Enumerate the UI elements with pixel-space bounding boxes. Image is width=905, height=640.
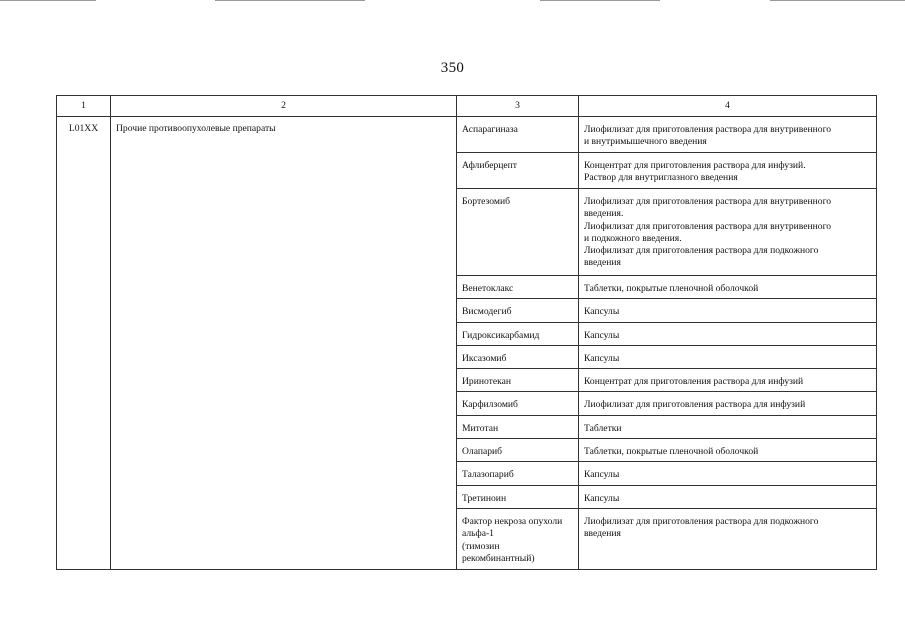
drug-name-line: Талазопариб [462, 469, 514, 481]
drug-name-cell [457, 276, 579, 299]
drug-group-cell: Прочие противоопухолевые препараты [111, 117, 457, 570]
dosage-form-line: Лиофилизат для приготовления раствора для внутривенного [584, 124, 832, 135]
dosage-form-cell [579, 153, 877, 189]
scan-artifact-line [770, 0, 905, 1]
drug-name-line: Фактор некроза опухоли [462, 515, 563, 527]
dosage-form-line: Капсулы [584, 492, 620, 504]
drug-name-line: Висмодегиб [462, 306, 512, 318]
drug-name-cell [457, 485, 579, 508]
column-header-2: 2 [111, 96, 457, 117]
drug-name-line: Карфилзомиб [462, 399, 518, 411]
drug-name-line: Олапариб [462, 446, 503, 458]
drug-name-cell [457, 392, 579, 415]
dosage-form-line: Таблетки, покрытые пленочной оболочкой [584, 283, 759, 294]
dosage-form-cell [579, 369, 877, 392]
drug-name-cell [457, 369, 579, 392]
atc-code-cell: L01XX [57, 117, 111, 570]
dosage-form-cell [579, 276, 877, 299]
drug-name-line: Аспарагиназа [462, 124, 518, 135]
scan-artifact-line [540, 0, 660, 1]
drug-name-line: Митотан [462, 422, 499, 434]
dosage-form-line: Раствор для внутриглазного введения [584, 172, 738, 184]
scan-artifact-line [215, 0, 365, 1]
dosage-form-line: Капсулы [584, 306, 620, 318]
dosage-form-line: и подкожного введения. [584, 232, 682, 244]
drug-name-line: альфа-1 [462, 528, 494, 540]
dosage-form-cell [579, 322, 877, 345]
column-header-4: 4 [579, 96, 877, 117]
drug-name-line: Иксазомиб [462, 352, 507, 364]
drug-name-cell [457, 345, 579, 368]
column-header-1: 1 [57, 96, 111, 117]
drug-name-cell [457, 322, 579, 345]
dosage-form-line: Лиофилизат для приготовления раствора для внутривенного [584, 220, 832, 232]
scan-artifact-line [0, 0, 96, 1]
drug-name-cell [457, 415, 579, 438]
drug-name-cell [457, 153, 579, 189]
page-number: 350 [440, 60, 465, 76]
table-row [57, 117, 877, 153]
dosage-form-cell [579, 117, 877, 153]
dosage-form-cell [579, 415, 877, 438]
dosage-form-line: Лиофилизат для приготовления раствора для инфузий [584, 399, 806, 411]
drug-name-cell [457, 508, 579, 569]
dosage-form-line: Лиофилизат для приготовления раствора для внутривенного [584, 196, 832, 207]
dosage-form-line: Капсулы [584, 329, 620, 341]
drug-name-line: Бортезомиб [462, 196, 510, 207]
header-row [57, 96, 877, 117]
drug-name-line: (тимозин [462, 540, 500, 552]
drug-name-cell [457, 462, 579, 485]
dosage-form-line: Капсулы [584, 352, 620, 364]
dosage-form-line: Таблетки [584, 422, 622, 434]
dosage-form-line: введения. [584, 208, 624, 220]
dosage-form-cell [579, 485, 877, 508]
dosage-form-cell [579, 299, 877, 322]
dosage-form-line: Капсулы [584, 469, 620, 481]
dosage-form-line: Концентрат для приготовления раствора для инфузий [584, 376, 804, 388]
column-header-3: 3 [457, 96, 579, 117]
drug-table [56, 95, 877, 570]
dosage-form-line: Концентрат для приготовления раствора для инфузий. [584, 160, 806, 171]
drug-name-cell [457, 439, 579, 462]
drug-name-line: Афлиберцепт [462, 160, 517, 171]
dosage-form-line: Таблетки, покрытые пленочной оболочкой [584, 446, 759, 458]
dosage-form-cell [579, 462, 877, 485]
drug-name-line: Гидроксикарбамид [462, 329, 540, 341]
dosage-form-line: и внутримышечного введения [584, 136, 707, 148]
dosage-form-line: введения [584, 257, 621, 269]
drug-name-line: рекомбинантный) [462, 552, 535, 564]
drug-name-cell [457, 189, 579, 276]
dosage-form-cell [579, 345, 877, 368]
drug-name-line: Третиноин [462, 492, 507, 504]
dosage-form-line: Лиофилизат для приготовления раствора для подкожного [584, 245, 819, 257]
dosage-form-line: введения [584, 528, 621, 540]
dosage-form-cell [579, 392, 877, 415]
drug-name-cell [457, 117, 579, 153]
drug-name-line: Венетоклакс [462, 283, 514, 294]
dosage-form-line: Лиофилизат для приготовления раствора для подкожного [584, 515, 819, 527]
drug-name-line: Иринотекан [462, 376, 512, 388]
drug-name-cell [457, 299, 579, 322]
dosage-form-cell [579, 439, 877, 462]
dosage-form-cell [579, 508, 877, 569]
dosage-form-cell [579, 189, 877, 276]
table-body [57, 117, 877, 570]
